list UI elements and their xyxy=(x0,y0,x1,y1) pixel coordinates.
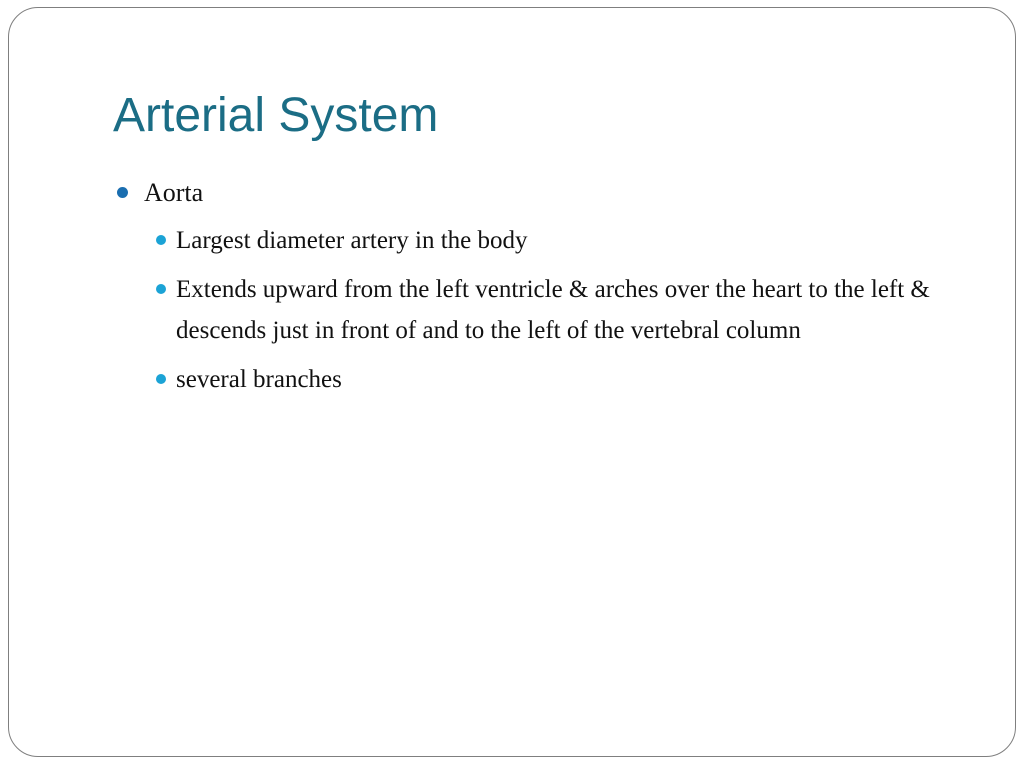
sub-bullet-text: several branches xyxy=(176,366,342,393)
bullet-dot-icon xyxy=(156,284,166,294)
slide-frame xyxy=(8,7,1016,757)
sub-bullet-text: Largest diameter artery in the body xyxy=(176,227,528,254)
bullet-text: Aorta xyxy=(144,178,204,207)
bullet-dot-icon xyxy=(156,235,166,245)
sub-list-item xyxy=(144,269,976,351)
sub-bullet-list xyxy=(144,220,973,400)
bullet-dot-icon xyxy=(156,374,166,384)
bullet-list xyxy=(113,176,973,408)
sub-list-item xyxy=(144,359,976,400)
bullet-dot-icon xyxy=(117,187,128,198)
sub-bullet-text: Extends upward from the left ventricle & arches over the heart to the left & descends just in front of and to the left of the vertebral column xyxy=(176,276,930,344)
sub-list-item xyxy=(144,220,976,261)
slide-title: Arterial System xyxy=(113,89,439,142)
list-item-aorta xyxy=(113,176,973,400)
